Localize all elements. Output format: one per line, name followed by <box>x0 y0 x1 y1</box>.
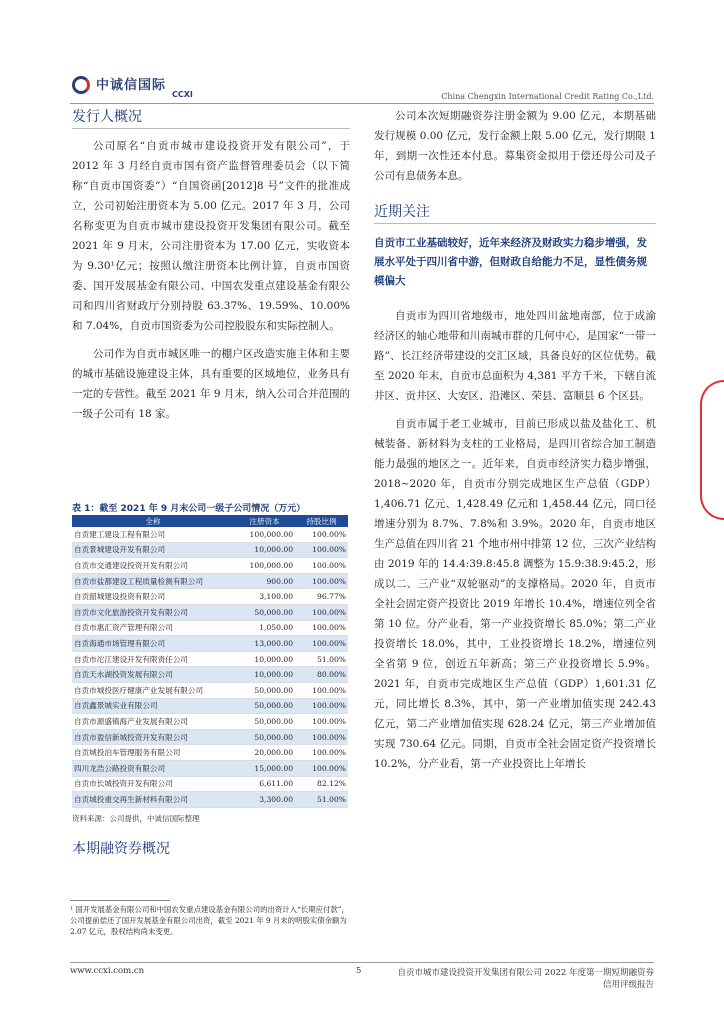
table-cell-share: 100.00% <box>295 542 348 558</box>
section-recent-underline <box>374 223 656 224</box>
table-cell-share: 96.77% <box>295 589 348 605</box>
table-cell-name: 自贡市盈信新城投资开发有限公司 <box>72 729 234 745</box>
table-cell-name: 自贡景城建设开发有限公司 <box>72 542 234 558</box>
table-cell-name: 自贡市源盛镇海产业发展有限公司 <box>72 714 234 730</box>
recent-subhead: 自贡市工业基础较好，近年来经济及财政实力稳步增强，发展水平处于四川省中游，但财政自给能力不足，显性债务规模偏大 <box>374 237 647 287</box>
table-cell-name: 自贡天水湖投资发展有限公司 <box>72 667 234 683</box>
table-cell-name: 自贡市盐都建设工程质量检测有限公司 <box>72 573 234 589</box>
table-cell-capital: 900.00 <box>234 573 295 589</box>
table-header-capital: 注册资本 <box>234 515 295 527</box>
table-cell-capital: 50,000.00 <box>234 729 295 745</box>
table-header-share: 持股比例 <box>295 515 348 527</box>
table-cell-capital: 15,000.00 <box>234 760 295 776</box>
seal-stamp <box>700 380 724 520</box>
table-cell-share: 100.00% <box>295 698 348 714</box>
section-notes-title: 本期融资券概况 <box>72 841 170 857</box>
footer-report-line1: 自贡市城市建设投资开发集团有限公司 2022 年度第一期短期融资券 <box>397 968 654 978</box>
logo-en-text: CCXI <box>172 90 193 99</box>
table-cell-name: 自贡市交通建设投资开发有限公司 <box>72 558 234 574</box>
table-cell-name: 四川龙浩公路投资有限公司 <box>72 760 234 776</box>
table-cell-share: 100.00% <box>295 604 348 620</box>
table-cell-capital: 50,000.00 <box>234 604 295 620</box>
table-cell-share: 80.00% <box>295 667 348 683</box>
table-cell-capital: 10,000.00 <box>234 651 295 667</box>
footnote-divider <box>70 900 170 901</box>
table-row <box>72 636 348 652</box>
table-source: 资料来源：公司提供，中诚信国际整理 <box>72 814 200 823</box>
section-issuer-title: 发行人概况 <box>72 109 142 125</box>
table-cell-capital: 6,611.00 <box>234 776 295 792</box>
table-cell-name: 自贡市长城投资开发有限公司 <box>72 776 234 792</box>
notes-intro <box>374 106 656 186</box>
notes-intro-text: 公司本次短期融资券注册金额为 9.00 亿元，本期基础发行规模 0.00 亿元，发行金额上限 5.00 亿元，发行期限 1 年，到期一次性还本付息。募集资金拟用于偿还母公司及子公司有息债务本息。 <box>374 110 656 182</box>
table-row <box>72 792 348 808</box>
table-cell-share: 100.00% <box>295 573 348 589</box>
footer-divider <box>70 962 654 963</box>
recent-paragraph-1: 自贡市为四川省地级市，地处四川盆地南部，位于成渝经济区的轴心地带和川南城市群的几何中心，是国家“一带一路”、长江经济带建设的交汇区域，具备良好的区位优势。截至 2020 年末，自贡市总面积为 4,381 平方千米，下辖自流井区、贡井区、大安区、沿滩区、荣县、富顺县 6 个区县。 <box>374 310 656 402</box>
table-row <box>72 573 348 589</box>
table-row <box>72 620 348 636</box>
table-row <box>72 760 348 776</box>
table-cell-capital: 10,000.00 <box>234 667 295 683</box>
table-cell-name: 自贡海通市场管理有限公司 <box>72 636 234 652</box>
table-cell-share: 82.12% <box>295 776 348 792</box>
section-recent-title: 近期关注 <box>374 204 430 220</box>
header-company-en: China Chengxin International Credit Rating Co.,Ltd. <box>441 92 654 101</box>
table-cell-capital: 100,000.00 <box>234 558 295 574</box>
table-cell-share: 51.00% <box>295 651 348 667</box>
header-divider <box>70 103 654 104</box>
footer-page-number: 5 <box>356 966 362 976</box>
table-cell-name: 自贡城投重交再生新材料有限公司 <box>72 792 234 808</box>
table-row <box>72 714 348 730</box>
table-cell-name: 自贡市惠汇资产管理有限公司 <box>72 620 234 636</box>
footer-website[interactable]: www.ccxi.com.cn <box>70 966 145 976</box>
table-row <box>72 651 348 667</box>
table-row <box>72 698 348 714</box>
table-cell-name: 自贡建工建设工程有限公司 <box>72 527 234 542</box>
table-cell-name: 自贡韶城建设投资有限公司 <box>72 589 234 605</box>
table-cell-share: 51.00% <box>295 792 348 808</box>
table-cell-share: 100.00% <box>295 714 348 730</box>
table-cell-name: 自贡鑫景城实业有限公司 <box>72 698 234 714</box>
table-row <box>72 542 348 558</box>
table-cell-share: 100.00% <box>295 527 348 542</box>
footer-report-title <box>397 966 654 990</box>
table-cell-name: 自贡市城投医疗健康产业发展有限公司 <box>72 682 234 698</box>
table-row <box>72 527 348 542</box>
issuer-paragraph-1: 公司原名“自贡市城市建设投资开发有限公司”，于 2012 年 3 月经自贡市国有资产监督管理委员会（以下简称“自贡市国资委”）“自国资函[2012]8 号”文件的批准成立，公司初始注册资本为 5.00 亿元。2017 年 3 月，公司名称变更为自贡市城市建设投资开发集团有限公司。截至 2021 年 9 月末，公司注册资本为 17.00 亿元，实收资本为 9.30¹亿元；按照认缴注册资本比例计算，自贡市国资委、国开发展基金有限公司、中国农发重点建设基金有限公司和四川省财政厅分别持股 63.37%、19.59%、10.00%和 7.04%，自贡市国资委为公司控股股东和实际控制人。 <box>72 140 350 332</box>
table-row <box>72 589 348 605</box>
ccxi-logo <box>72 74 212 104</box>
table-cell-capital: 20,000.00 <box>234 745 295 761</box>
table-title: 表 1：截至 2021 年 9 月末公司一级子公司情况（万元） <box>72 504 306 514</box>
table-row <box>72 667 348 683</box>
table-cell-share: 100.00% <box>295 620 348 636</box>
table-cell-share: 100.00% <box>295 682 348 698</box>
table-cell-capital: 50,000.00 <box>234 714 295 730</box>
issuer-paragraph-2: 公司作为自贡市城区唯一的棚户区改造实施主体和主要的城市基础设施建设主体，具有重要的区域地位，业务具有一定的专营性。截至 2021 年 9 月末，纳入公司合并范围的一级子公司有 18 家。 <box>72 348 350 420</box>
table-cell-capital: 50,000.00 <box>234 682 295 698</box>
footnote: ¹ 国开发展基金有限公司和中国农发重点建设基金有限公司的出资计入“长期应付款”，公司提前偿还了国开发展基金有限公司出资，截至 2021 年 9 月末的明股实债余额为 2.07 亿元，股权结构尚未变更。 <box>70 905 349 936</box>
table-header-row <box>72 515 348 527</box>
table-row <box>72 558 348 574</box>
table-row <box>72 682 348 698</box>
table-cell-capital: 50,000.00 <box>234 698 295 714</box>
table-cell-capital: 10,000.00 <box>234 542 295 558</box>
table-cell-capital: 3,100.00 <box>234 589 295 605</box>
logo-cn-text: 中诚信国际 <box>96 78 167 93</box>
table-cell-capital: 1,050.00 <box>234 620 295 636</box>
table-cell-capital: 100,000.00 <box>234 527 295 542</box>
ccxi-logo-icon <box>72 76 90 94</box>
table-cell-capital: 3,300.00 <box>234 792 295 808</box>
section-issuer-underline <box>72 128 350 129</box>
subsidiary-table <box>72 515 348 808</box>
recent-paragraph-2: 自贡市属于老工业城市，目前已形成以盐及盐化工、机械装备、新材料为支柱的工业格局，是四川省综合加工制造能力最强的地区之一。近年来，自贡市经济实力稳步增强，2018~2020 年，自贡市分别完成地区生产总值（GDP）1,406.71 亿元、1,428.49 亿元和 1,458.44 亿元，同口径增速分别为 8.7%、7.8%和 3.9%。2020 年，自贡市地区生产总值在四川省 21 个地市州中排第 12 位，三次产业结构由 2019 年的 14.4:39.8:45.8 调整为 15.9:38.9:45.2，形成以二、三产业“双轮驱动”的支撑格局。2020 年，自贡市全社会固定资产投资比 2019 年增长 10.4%，增速位列全省第 10 位。分产业看，第一产业投资增长 85.0%；第二产业投资增长 18.0%，其中，工业投资增长 18.2%，增速位列全省第 9 位，创近五年新高；第三产业投资增长 5.9%。2021 年，自贡市完成地区生产总值（GDP）1,601.31 亿元，同比增长 8.3%，其中，第一产业增加值实现 242.43 亿元，第二产业增加值实现 628.24 亿元，第三产业增加值实现 730.64 亿元。同期，自贡市全社会固定资产投资增长 10.2%，分产业看，第一产业投资比上年增长 <box>374 418 656 770</box>
table-cell-share: 100.00% <box>295 760 348 776</box>
footer-report-line2: 信用评级报告 <box>602 980 654 990</box>
table-row <box>72 604 348 620</box>
table-cell-capital: 13,000.00 <box>234 636 295 652</box>
table-cell-share: 100.00% <box>295 745 348 761</box>
table-cell-share: 100.00% <box>295 636 348 652</box>
table-cell-name: 自贡城投泊车管理服务有限公司 <box>72 745 234 761</box>
table-body <box>72 527 348 807</box>
table-cell-share: 100.00% <box>295 558 348 574</box>
issuer-paragraphs <box>72 136 350 424</box>
recent-paragraphs <box>374 306 656 774</box>
table-header-name: 全称 <box>72 515 234 527</box>
table-cell-share: 100.00% <box>295 729 348 745</box>
table-cell-name: 自贡市文化旅游投资开发有限公司 <box>72 604 234 620</box>
table-row <box>72 776 348 792</box>
table-row <box>72 745 348 761</box>
table-cell-name: 自贡市沱江建设开发有限责任公司 <box>72 651 234 667</box>
table-row <box>72 729 348 745</box>
